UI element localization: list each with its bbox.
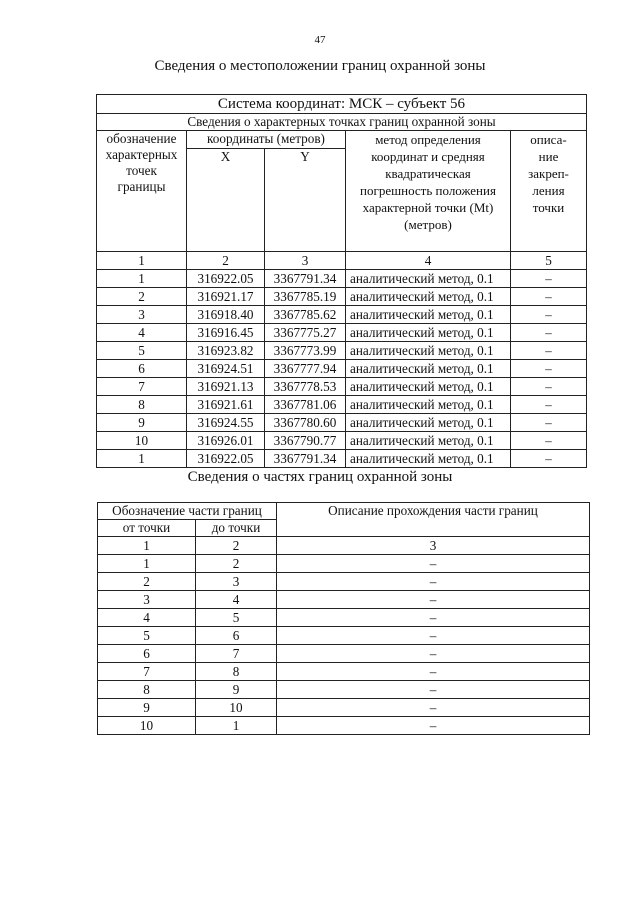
table-row [98,627,590,645]
point-number-cell: 7 [97,378,187,396]
col-to-header: до точки [196,520,277,537]
table-row [97,288,587,306]
point-number-cell: 2 [97,288,187,306]
from-point-cell: 9 [98,699,196,717]
col-number: 1 [98,537,196,555]
table-row [97,450,587,468]
fixation-desc-cell: – [511,342,587,360]
method-cell: аналитический метод, 0.1 [346,450,511,468]
part-desc-cell: – [277,681,590,699]
fixation-desc-cell: – [511,306,587,324]
x-coord-cell: 316922.05 [187,270,265,288]
header-line: описа- [530,132,567,147]
method-cell: аналитический метод, 0.1 [346,378,511,396]
x-coord-cell: 316924.51 [187,360,265,378]
col-designation-part-header: Обозначение части границ [98,503,277,520]
part-desc-cell: – [277,645,590,663]
fixation-desc-cell: – [511,432,587,450]
from-point-cell: 3 [98,591,196,609]
method-cell: аналитический метод, 0.1 [346,270,511,288]
col-number: 5 [511,252,587,270]
y-coord-cell: 3367777.94 [265,360,346,378]
col-number: 3 [277,537,590,555]
x-coord-cell: 316923.82 [187,342,265,360]
from-point-cell: 1 [98,555,196,573]
col-number: 2 [187,252,265,270]
point-number-cell: 1 [97,450,187,468]
col-x-header: X [187,149,265,252]
col-number: 2 [196,537,277,555]
to-point-cell: 9 [196,681,277,699]
y-coord-cell: 3367790.77 [265,432,346,450]
table-row [97,396,587,414]
to-point-cell: 4 [196,591,277,609]
method-cell: аналитический метод, 0.1 [346,342,511,360]
x-coord-cell: 316921.17 [187,288,265,306]
table-row [97,306,587,324]
from-point-cell: 8 [98,681,196,699]
header-line: координат и средняя [371,149,485,164]
y-coord-cell: 3367791.34 [265,450,346,468]
point-number-cell: 1 [97,270,187,288]
point-number-cell: 6 [97,360,187,378]
from-point-cell: 4 [98,609,196,627]
fixation-desc-cell: – [511,288,587,306]
part-desc-cell: – [277,591,590,609]
y-coord-cell: 3367778.53 [265,378,346,396]
to-point-cell: 3 [196,573,277,591]
table-row [97,360,587,378]
table-row [97,324,587,342]
header-line: ние [538,149,559,164]
table-row [97,414,587,432]
table-row [98,717,590,735]
x-coord-cell: 316918.40 [187,306,265,324]
col-coords-header: координаты (метров) [187,131,346,149]
table-row [98,555,590,573]
point-number-cell: 3 [97,306,187,324]
col-from-header: от точки [98,520,196,537]
y-coord-cell: 3367791.34 [265,270,346,288]
col-designation-header [97,131,187,252]
header-line: ления [532,183,565,198]
from-point-cell: 10 [98,717,196,735]
col-number: 1 [97,252,187,270]
table-row [98,645,590,663]
boundary-parts-table [97,502,590,735]
y-coord-cell: 3367785.19 [265,288,346,306]
header-line: квадратическая [385,166,471,181]
part-desc-cell: – [277,717,590,735]
col-number: 4 [346,252,511,270]
to-point-cell: 8 [196,663,277,681]
table-row [97,378,587,396]
y-coord-cell: 3367785.62 [265,306,346,324]
to-point-cell: 7 [196,645,277,663]
y-coord-cell: 3367775.27 [265,324,346,342]
table-row [98,591,590,609]
header-line: метод определения [375,132,481,147]
y-coord-cell: 3367781.06 [265,396,346,414]
x-coord-cell: 316922.05 [187,450,265,468]
x-coord-cell: 316921.13 [187,378,265,396]
point-number-cell: 8 [97,396,187,414]
header-line: характерных [105,147,178,162]
point-number-cell: 4 [97,324,187,342]
boundary-points-table [96,94,587,468]
part-desc-cell: – [277,573,590,591]
fixation-desc-cell: – [511,396,587,414]
from-point-cell: 2 [98,573,196,591]
header-line: характерной точки (Mt) [362,200,494,215]
to-point-cell: 2 [196,555,277,573]
point-number-cell: 10 [97,432,187,450]
x-coord-cell: 316924.55 [187,414,265,432]
table-row [98,663,590,681]
method-cell: аналитический метод, 0.1 [346,432,511,450]
fixation-desc-cell: – [511,360,587,378]
header-line: обозначение [106,131,177,146]
part-desc-cell: – [277,609,590,627]
fixation-desc-cell: – [511,378,587,396]
to-point-cell: 10 [196,699,277,717]
fixation-desc-cell: – [511,414,587,432]
table-row [97,342,587,360]
part-desc-cell: – [277,663,590,681]
method-cell: аналитический метод, 0.1 [346,324,511,342]
method-cell: аналитический метод, 0.1 [346,360,511,378]
y-coord-cell: 3367780.60 [265,414,346,432]
fixation-desc-cell: – [511,270,587,288]
method-cell: аналитический метод, 0.1 [346,306,511,324]
table-row [98,681,590,699]
header-line: (метров) [404,217,452,232]
part-desc-cell: – [277,699,590,717]
y-coord-cell: 3367773.99 [265,342,346,360]
x-coord-cell: 316921.61 [187,396,265,414]
fixation-desc-cell: – [511,324,587,342]
heading-parts: Сведения о частях границ охранной зоны [187,469,453,485]
method-cell: аналитический метод, 0.1 [346,414,511,432]
heading-location: Сведения о местоположении границ охранной зоны [154,58,486,74]
method-cell: аналитический метод, 0.1 [346,288,511,306]
table-row [98,573,590,591]
table-row [97,432,587,450]
from-point-cell: 5 [98,627,196,645]
header-line: границы [117,179,166,194]
x-coord-cell: 316926.01 [187,432,265,450]
to-point-cell: 5 [196,609,277,627]
point-number-cell: 5 [97,342,187,360]
method-cell: аналитический метод, 0.1 [346,396,511,414]
coordinate-system: Система координат: МСК – субъект 56 [97,95,587,114]
header-line: погрешность положения [360,183,496,198]
col-number: 3 [265,252,346,270]
col-y-header: Y [265,149,346,252]
table-row [98,699,590,717]
header-line: закреп- [528,166,569,181]
x-coord-cell: 316916.45 [187,324,265,342]
part-desc-cell: – [277,555,590,573]
header-line: точки [532,200,565,215]
part-desc-cell: – [277,627,590,645]
col-part-desc-header: Описание прохождения части границ [277,503,590,537]
from-point-cell: 7 [98,663,196,681]
to-point-cell: 1 [196,717,277,735]
col-desc-header [511,131,587,252]
table-row [98,609,590,627]
col-method-header [346,131,511,252]
fixation-desc-cell: – [511,450,587,468]
from-point-cell: 6 [98,645,196,663]
header-line: точек [126,163,157,178]
point-number-cell: 9 [97,414,187,432]
to-point-cell: 6 [196,627,277,645]
table-row [97,270,587,288]
points-table-subtitle: Сведения о характерных точках границ охранной зоны [97,114,587,131]
page-number: 47 [314,34,326,46]
